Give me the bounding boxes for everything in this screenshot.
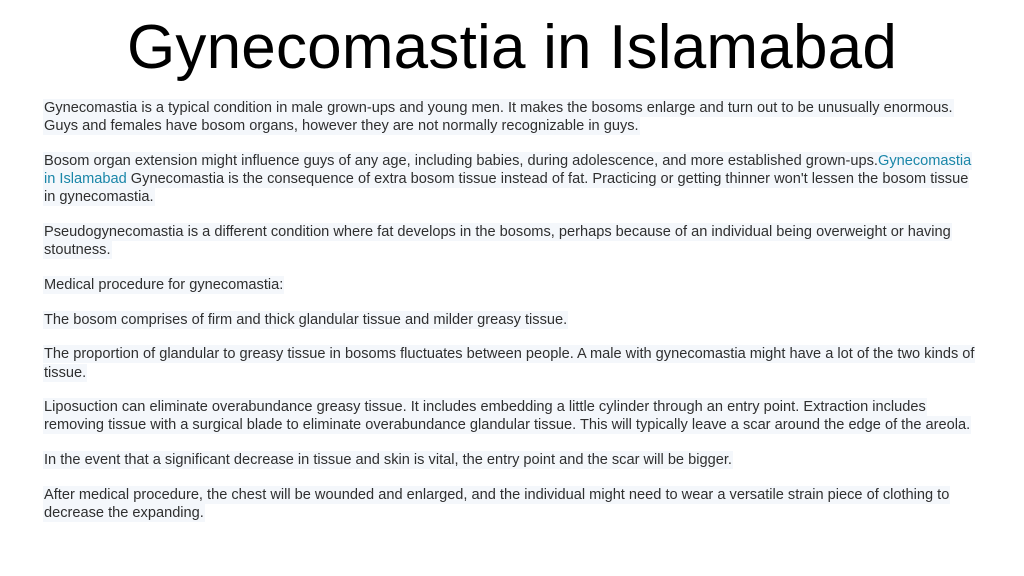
paragraph-9 bbox=[44, 486, 979, 522]
paragraph-6 bbox=[44, 345, 979, 381]
paragraph-7 bbox=[44, 398, 979, 434]
paragraph-1-text: Gynecomastia is a typical condition in male grown-ups and young men. It makes the bosoms enlarge and turn out to be unusually enormous. Guys and females have bosom organs, however they are not normally recognizable in guys. bbox=[44, 100, 953, 135]
article-body bbox=[44, 99, 979, 539]
page-title: Gynecomastia in Islamabad bbox=[126, 13, 898, 82]
paragraph-3 bbox=[44, 223, 979, 259]
paragraph-8 bbox=[44, 451, 979, 469]
paragraph-2-text-before: Bosom organ extension might influence guys of any age, including babies, during adolescence, and more established grown-ups. bbox=[44, 152, 878, 169]
paragraph-5-text: The bosom comprises of firm and thick glandular tissue and milder greasy tissue. bbox=[44, 311, 568, 328]
paragraph-2-text-after: Gynecomastia is the consequence of extra bosom tissue instead of fat. Practicing or getting thinner won't lessen the bosom tissue in gynecomastia. bbox=[44, 171, 969, 206]
paragraph-5 bbox=[44, 311, 979, 329]
paragraph-4-text: Medical procedure for gynecomastia: bbox=[44, 276, 284, 293]
gynecomastia-islamabad-link[interactable]: Gynecomastia in Islamabad bbox=[44, 152, 972, 188]
paragraph-9-text: After medical procedure, the chest will be wounded and enlarged, and the individual might need to wear a versatile strain piece of clothing to decrease the expanding. bbox=[44, 486, 950, 522]
paragraph-8-text: In the event that a significant decrease in tissue and skin is vital, the entry point and the scar will be bigger. bbox=[44, 452, 732, 469]
paragraph-3-text: Pseudogynecomastia is a different condition where fat develops in the bosoms, perhaps because of an individual being overweight or having stoutness. bbox=[44, 224, 951, 259]
paragraph-2 bbox=[44, 152, 979, 207]
paragraph-6-text: The proportion of glandular to greasy tissue in bosoms fluctuates between people. A male with gynecomastia might have a lot of the two kinds of tissue. bbox=[44, 346, 975, 381]
paragraph-7-text: Liposuction can eliminate overabundance greasy tissue. It includes embedding a little cylinder through an entry point. Extraction includes removing tissue with a surgical blade to eliminate overabundance glandular tissue. This will typically leave a scar around the edge of the areola. bbox=[44, 399, 971, 434]
paragraph-1 bbox=[44, 99, 979, 135]
paragraph-4 bbox=[44, 276, 979, 294]
